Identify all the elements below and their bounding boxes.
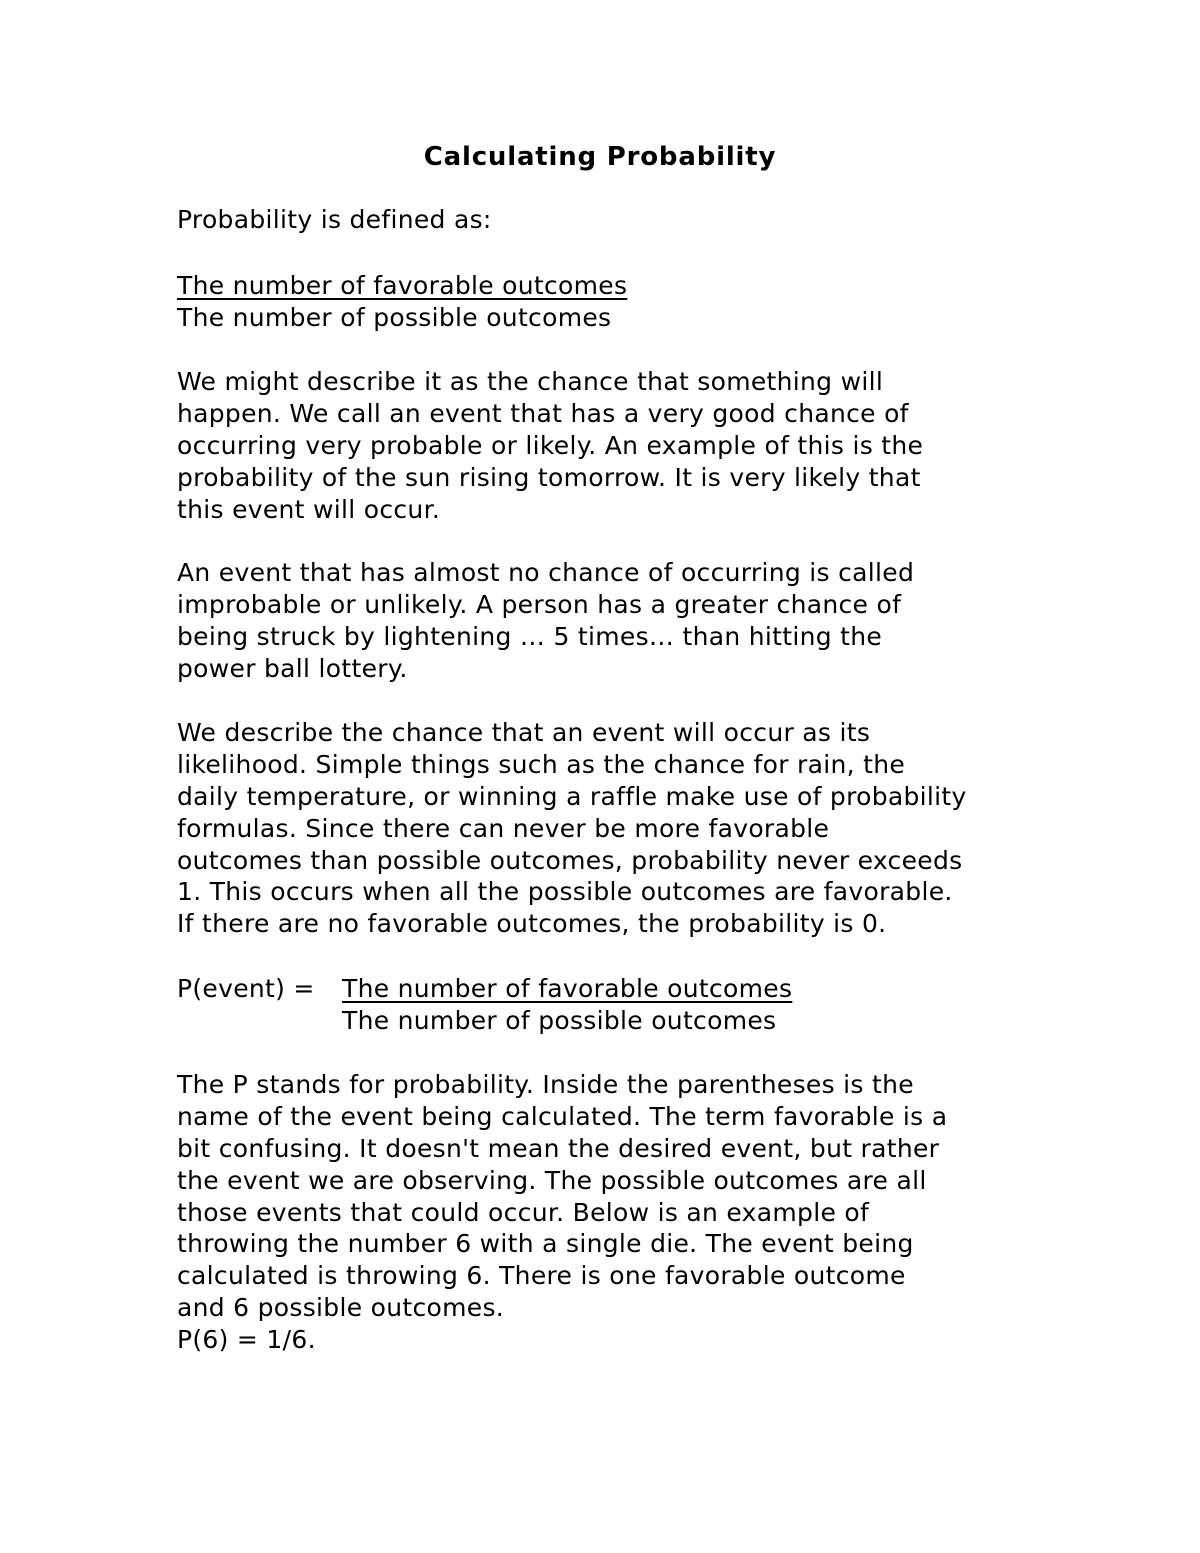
formula-denominator: The number of possible outcomes — [342, 1005, 777, 1035]
paragraph-line: those events that could occur. Below is an example of — [177, 1197, 870, 1227]
paragraph-line: and 6 possible outcomes. — [177, 1293, 505, 1323]
paragraph-line: formulas. Since there can never be more favorable — [177, 813, 830, 843]
paragraph-4 — [177, 1069, 1077, 1356]
intro-text: Probability is defined as: — [177, 205, 492, 234]
paragraph-2 — [177, 557, 1077, 685]
paragraph-line: We describe the chance that an event will occur as its — [177, 718, 871, 747]
paragraph-line: this event will occur. — [177, 494, 441, 524]
paragraph-line: improbable or unlikely. A person has a greater chance of — [177, 589, 902, 619]
formula-numerator: The number of favorable outcomes — [342, 974, 793, 1003]
paragraph-line: If there are no favorable outcomes, the probability is 0. — [177, 909, 887, 939]
formula-label: P(event) = — [177, 974, 315, 1003]
paragraph-line: likelihood. Simple things such as the chance for rain, the — [177, 749, 906, 779]
paragraph-line: name of the event being calculated. The term favorable is a — [177, 1101, 948, 1131]
paragraph-3 — [177, 717, 1077, 940]
paragraph-line: power ball lottery. — [177, 653, 408, 683]
paragraph-line: The P stands for probability. Inside the parentheses is the — [177, 1070, 914, 1099]
definition-denominator: The number of possible outcomes — [177, 302, 612, 332]
paragraph-line: probability of the sun rising tomorrow. It is very likely that — [177, 462, 921, 492]
paragraph-line: We might describe it as the chance that something will — [177, 367, 884, 396]
paragraph-line: calculated is throwing 6. There is one favorable outcome — [177, 1261, 906, 1291]
paragraph-line: throwing the number 6 with a single die. The event being — [177, 1229, 914, 1259]
paragraph-line: the event we are observing. The possible outcomes are all — [177, 1165, 927, 1195]
paragraph-line: An event that has almost no chance of occurring is called — [177, 558, 915, 587]
definition-fraction — [177, 270, 1077, 334]
paragraph-line: daily temperature, or winning a raffle make use of probability — [177, 781, 967, 811]
paragraph-line: happen. We call an event that has a very good chance of — [177, 398, 909, 428]
paragraph-line: outcomes than possible outcomes, probability never exceeds — [177, 845, 963, 875]
paragraph-line: occurring very probable or likely. An example of this is the — [177, 430, 924, 460]
paragraph-1 — [177, 366, 1077, 525]
paragraph-line: bit confusing. It doesn't mean the desired event, but rather — [177, 1133, 940, 1163]
definition-numerator: The number of favorable outcomes — [177, 271, 628, 300]
paragraph-line: 1. This occurs when all the possible outcomes are favorable. — [177, 877, 953, 907]
page-title: Calculating Probability — [423, 142, 777, 172]
formula-fraction — [342, 973, 792, 1037]
example-formula: P(6) = 1/6. — [177, 1325, 316, 1355]
paragraph-line: being struck by lightening … 5 times… than hitting the — [177, 621, 883, 651]
